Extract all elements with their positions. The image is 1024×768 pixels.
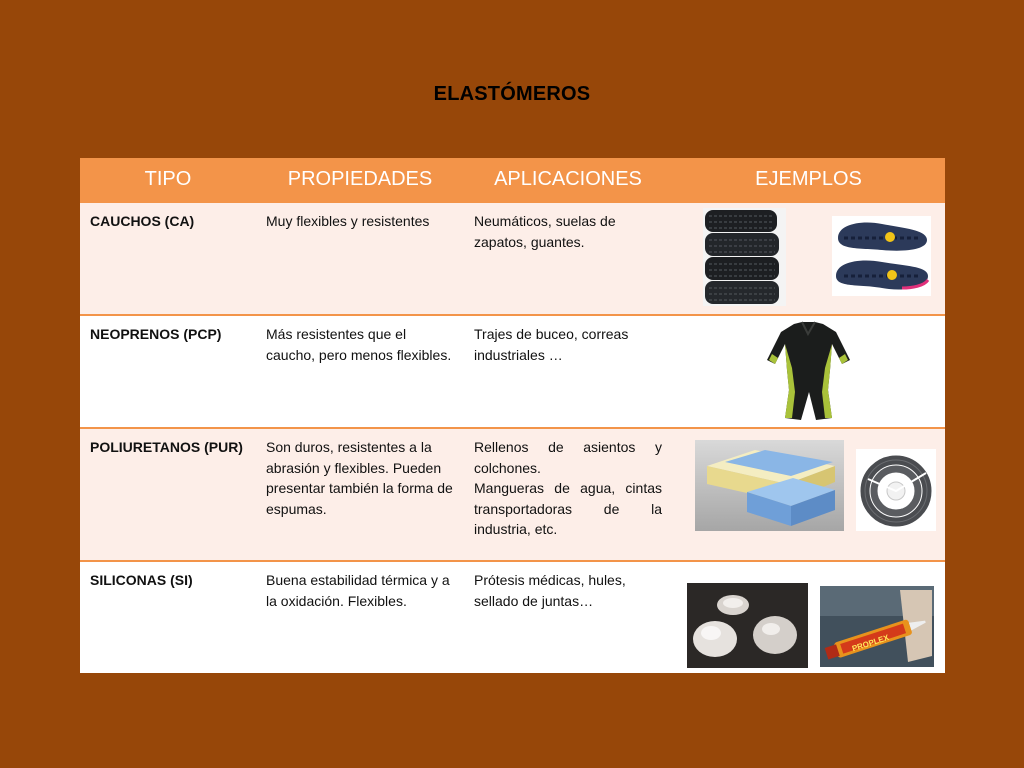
cell-aplicaciones: Rellenos de asientos y colchones. Mangueras de agua, cintas transportadoras de la industria, etc. — [474, 439, 662, 537]
header-aplicaciones: APLICACIONES — [494, 168, 642, 190]
cell-propiedades: Son duros, resistentes a la abrasión y flexibles. Pueden presentar también la forma de espumas. — [266, 439, 453, 517]
cell-aplicaciones: Trajes de buceo, correas industriales … — [474, 326, 629, 363]
header-propiedades: PROPIEDADES — [287, 168, 433, 190]
cell-tipo: CAUCHOS (CA) — [90, 213, 195, 229]
foam-mattress-image — [695, 440, 844, 531]
page-title: ELASTÓMEROS — [433, 83, 591, 105]
cell-propiedades: Buena estabilidad térmica y a la oxidación. Flexibles. — [266, 572, 450, 609]
table-row-siliconas — [80, 560, 945, 673]
table-row-cauchos — [80, 201, 945, 314]
hose-coil-image — [856, 449, 936, 531]
cell-tipo: NEOPRENOS (PCP) — [90, 326, 222, 342]
cell-aplicaciones: Prótesis médicas, hules, sellado de juntas… — [474, 572, 626, 609]
silicone-implants-image — [687, 583, 808, 668]
table-row-poliuretanos — [80, 427, 945, 560]
header-ejemplos: EJEMPLOS — [755, 168, 862, 190]
cell-tipo: SILICONAS (SI) — [90, 572, 193, 588]
cell-propiedades: Muy flexibles y resistentes — [266, 213, 430, 229]
sealant-brand-label: PROPLEX — [850, 632, 891, 654]
sealant-tube-image — [820, 586, 934, 667]
cell-tipo: POLIURETANOS (PUR) — [90, 439, 243, 455]
tires-image — [703, 208, 786, 306]
header-tipo: TIPO — [144, 168, 192, 190]
cell-aplicaciones: Neumáticos, suelas de zapatos, guantes. — [474, 213, 616, 250]
table-header — [80, 158, 945, 201]
shoe-soles-image — [832, 216, 931, 296]
wetsuit-image — [766, 320, 851, 424]
cell-propiedades: Más resistentes que el caucho, pero menos flexibles. — [266, 326, 452, 363]
table-row-neoprenos — [80, 314, 945, 427]
elastomers-table — [80, 158, 945, 673]
